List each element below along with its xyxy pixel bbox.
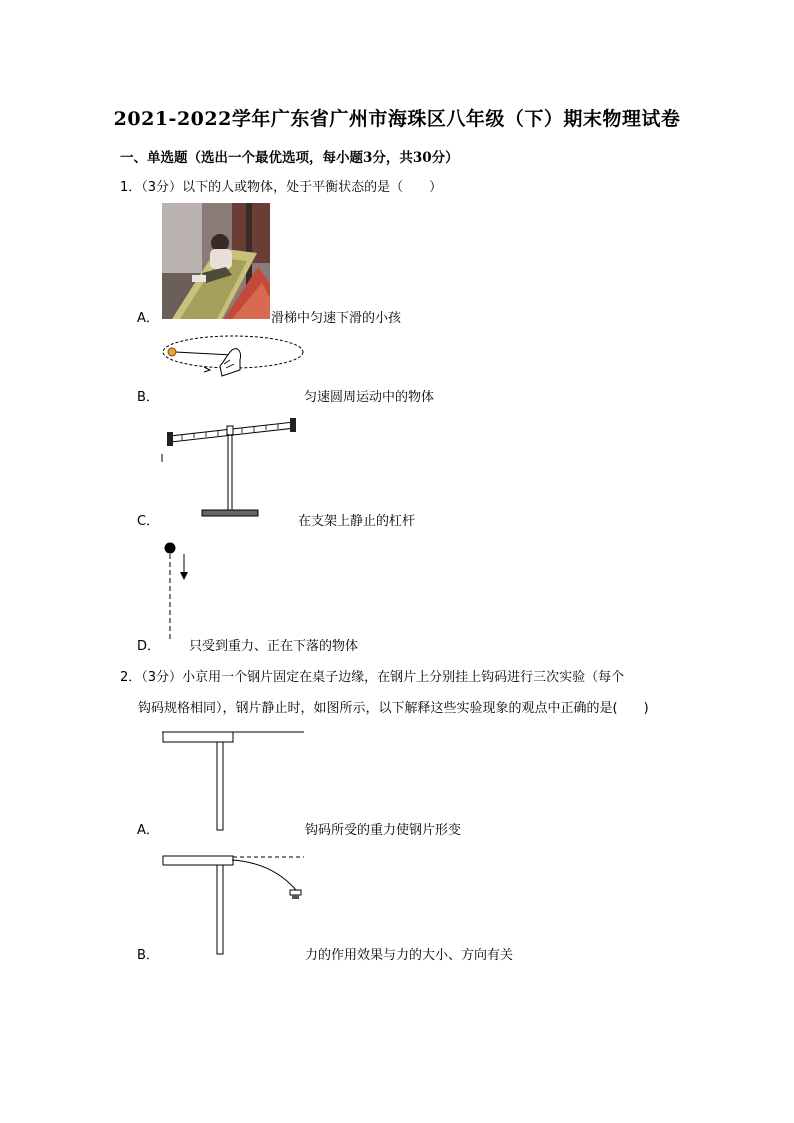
option-1b-text: 匀速圆周运动中的物体 bbox=[304, 390, 435, 405]
question-score: （3分） bbox=[141, 670, 183, 685]
option-2a-text: 钩码所受的重力使钢片形变 bbox=[305, 823, 462, 838]
option-2b-letter: B． bbox=[137, 948, 159, 963]
question-number: 2． bbox=[120, 670, 142, 685]
question-text: 小京用一个钢片固定在桌子边缘，在钢片上分别挂上钩码进行三次实验（每个 bbox=[182, 670, 625, 685]
option-2b-text: 力的作用效果与力的大小、方向有关 bbox=[305, 948, 514, 963]
section-heading: 一、单选题（选出一个最优选项，每小题3分，共30分） bbox=[120, 150, 459, 166]
option-1a-letter: A． bbox=[137, 311, 159, 326]
question-text: 以下的人或物体，处于平衡状态的是（ ） bbox=[182, 180, 443, 195]
option-1a-text: 滑梯中匀速下滑的小孩 bbox=[271, 311, 402, 326]
steel-strip-bent-figure bbox=[162, 852, 307, 956]
page-title: 2021-2022学年广东省广州市海珠区八年级（下）期末物理试卷 bbox=[113, 108, 681, 130]
option-1c-letter: C． bbox=[137, 514, 160, 529]
question-number: 1． bbox=[120, 180, 142, 195]
slide-child-photo bbox=[162, 203, 270, 319]
option-1d-text: 只受到重力、正在下落的物体 bbox=[189, 639, 359, 654]
question-2-stem-line2: 钩码规格相同），钢片静止时，如图所示，以下解释这些实验现象的观点中正确的是( ) bbox=[138, 701, 649, 716]
question-1-stem bbox=[120, 176, 442, 195]
falling-ball-figure bbox=[160, 538, 200, 648]
question-score: （3分） bbox=[141, 180, 183, 195]
option-1b-letter: B． bbox=[137, 390, 159, 405]
option-1c-text: 在支架上静止的杠杆 bbox=[298, 514, 416, 529]
option-2a-letter: A． bbox=[137, 823, 159, 838]
question-2-stem-line1 bbox=[120, 666, 624, 685]
steel-strip-straight-figure bbox=[162, 728, 307, 832]
option-1d-letter: D． bbox=[137, 639, 161, 654]
lever-stand-figure bbox=[158, 412, 303, 524]
circular-motion-figure bbox=[160, 330, 310, 385]
